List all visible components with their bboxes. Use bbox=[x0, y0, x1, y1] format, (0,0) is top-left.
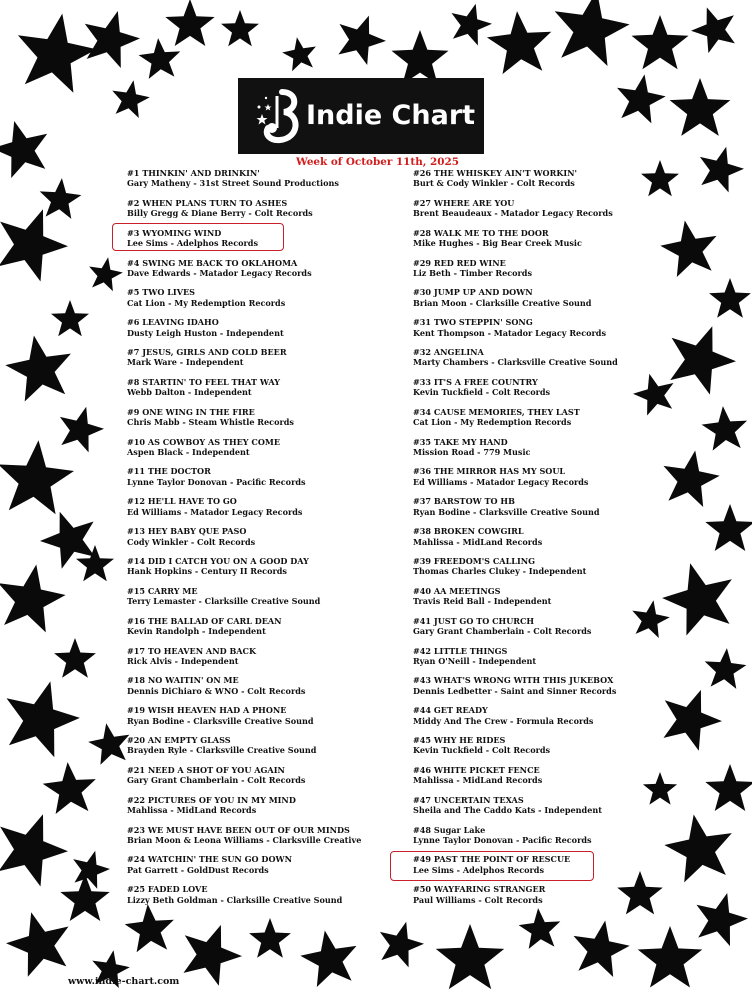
artist-label: Chris Mabb - Steam Whistle Records bbox=[127, 417, 294, 428]
artist-label: Paul Williams - Colt Records bbox=[413, 894, 543, 905]
artist-label: Terry Lemaster - Clarksille Creative Sound bbox=[127, 596, 321, 607]
artist-label: Cat Lion - My Redemption Records bbox=[413, 417, 572, 428]
star-icon bbox=[0, 440, 74, 514]
artist-label: Hank Hopkins - Century II Records bbox=[127, 566, 287, 577]
star-icon bbox=[632, 15, 689, 69]
indie-chart-logo bbox=[238, 78, 484, 154]
chart-entry bbox=[127, 437, 417, 467]
star-icon bbox=[380, 922, 424, 968]
artist-label: Kent Thompson - Matador Legacy Records bbox=[413, 327, 607, 338]
artist-label: Cody Winkler - Colt Records bbox=[127, 536, 256, 547]
artist-label: Mahlissa - MidLand Records bbox=[413, 536, 543, 547]
artist-label: Marty Chambers - Clarksville Creative Sound bbox=[413, 357, 618, 368]
song-title: #12 HE'LL HAVE TO GO bbox=[127, 496, 237, 507]
star-icon bbox=[638, 926, 703, 988]
chart-entry bbox=[127, 556, 417, 586]
star-icon bbox=[338, 16, 386, 65]
artist-label: Lee Sims - Adelphos Records bbox=[127, 238, 259, 249]
song-title: #41 JUST GO TO CHURCH bbox=[413, 615, 535, 626]
chart-entry bbox=[127, 735, 417, 765]
song-title: #14 DID I CATCH YOU ON A GOOD DAY bbox=[127, 555, 309, 566]
star-icon bbox=[40, 178, 82, 219]
song-title: #2 WHEN PLANS TURN TO ASHES bbox=[127, 197, 288, 208]
chart-entry bbox=[413, 496, 703, 526]
chart-entry bbox=[127, 884, 417, 914]
song-title: #33 IT'S A FREE COUNTRY bbox=[413, 376, 538, 387]
chart-entry bbox=[413, 556, 703, 586]
artist-label: Pat Garrett - GoldDust Records bbox=[127, 864, 269, 875]
artist-label: Webb Dalton - Independent bbox=[127, 387, 252, 398]
highlight-box-rank-3 bbox=[112, 223, 284, 251]
artist-label: Ryan O'Neill - Independent bbox=[413, 655, 537, 666]
song-title: #28 WALK ME TO THE DOOR bbox=[413, 227, 549, 238]
star-icon bbox=[519, 908, 561, 949]
star-icon bbox=[43, 762, 96, 814]
song-title: #15 CARRY ME bbox=[127, 585, 198, 596]
artist-label: Mahlissa - MidLand Records bbox=[413, 775, 543, 786]
chart-entry bbox=[413, 765, 703, 795]
song-title: #18 NO WAITIN' ON ME bbox=[127, 675, 239, 686]
song-title: #50 WAYFARING STRANGER bbox=[413, 884, 546, 895]
artist-label: Ryan Bodine - Clarksville Creative Sound bbox=[127, 715, 314, 726]
song-title: #26 THE WHISKEY AIN'T WORKIN' bbox=[413, 168, 578, 178]
star-icon bbox=[249, 918, 291, 958]
chart-entry bbox=[127, 347, 417, 377]
chart-entry bbox=[413, 884, 703, 914]
artist-label: Mahlissa - MidLand Records bbox=[127, 805, 257, 816]
chart-entry bbox=[413, 258, 703, 288]
song-title: #3 WYOMING WIND bbox=[127, 227, 222, 238]
song-title: #23 WE MUST HAVE BEEN OUT OF OUR MINDS bbox=[127, 824, 350, 835]
song-title: #17 TO HEAVEN AND BACK bbox=[127, 645, 257, 656]
artist-label: Liz Beth - Timber Records bbox=[413, 267, 533, 278]
song-title: #29 RED RED WINE bbox=[413, 257, 506, 268]
chart-entry bbox=[127, 616, 417, 646]
chart-entry bbox=[127, 466, 417, 496]
website-url: www.indie-chart.com bbox=[68, 976, 180, 987]
music-note-logo-icon bbox=[246, 78, 310, 154]
song-title: #20 AN EMPTY GLASS bbox=[127, 735, 231, 746]
chart-entry bbox=[413, 377, 703, 407]
artist-label: Brent Beaudeaux - Matador Legacy Records bbox=[413, 208, 613, 219]
chart-column-left bbox=[127, 168, 417, 914]
star-icon bbox=[88, 723, 129, 765]
chart-entry bbox=[413, 198, 703, 228]
song-title: #49 PAST THE POINT OF RESCUE bbox=[413, 854, 571, 865]
star-icon bbox=[617, 74, 666, 123]
artist-label: Burt & Cody Winkler - Colt Records bbox=[413, 178, 575, 189]
artist-label: Dennis DiChiaro & WNO - Colt Records bbox=[127, 685, 306, 696]
song-title: #21 NEED A SHOT OF YOU AGAIN bbox=[127, 764, 285, 775]
song-title: #16 THE BALLAD OF CARL DEAN bbox=[127, 615, 282, 626]
artist-label: Thomas Charles Clukey - Independent bbox=[413, 566, 587, 577]
star-icon bbox=[73, 851, 110, 889]
chart-entry bbox=[127, 675, 417, 705]
chart-entry bbox=[127, 496, 417, 526]
song-title: #46 WHITE PICKET FENCE bbox=[413, 764, 540, 775]
song-title: #5 TWO LIVES bbox=[127, 287, 195, 298]
song-title: #9 ONE WING IN THE FIRE bbox=[127, 406, 255, 417]
chart-entry bbox=[413, 437, 703, 467]
song-title: #37 BARSTOW TO HB bbox=[413, 496, 515, 507]
artist-label: Sheila and The Caddo Kats - Independent bbox=[413, 805, 602, 816]
chart-entry bbox=[413, 168, 703, 198]
artist-label: Mike Hughes - Big Bear Creek Music bbox=[413, 238, 582, 249]
star-icon bbox=[6, 912, 69, 977]
song-title: #19 WISH HEAVEN HAD A PHONE bbox=[127, 705, 287, 716]
chart-entry bbox=[127, 795, 417, 825]
song-title: #22 PICTURES OF YOU IN MY MIND bbox=[127, 794, 296, 805]
star-icon bbox=[0, 121, 47, 178]
logo-title: Indie Chart bbox=[306, 100, 476, 131]
star-icon bbox=[555, 0, 630, 66]
chart-entry bbox=[413, 825, 703, 855]
star-icon bbox=[697, 893, 749, 946]
chart-entry bbox=[127, 526, 417, 556]
chart-column-right bbox=[413, 168, 703, 914]
artist-label: Brayden Ryle - Clarksville Creative Sound bbox=[127, 745, 317, 756]
star-icon bbox=[165, 0, 214, 46]
star-icon bbox=[705, 648, 747, 689]
artist-label: Middy And The Crew - Formula Records bbox=[413, 715, 594, 726]
star-icon bbox=[60, 874, 109, 921]
star-icon bbox=[139, 38, 181, 79]
song-title: #8 STARTIN' TO FEEL THAT WAY bbox=[127, 376, 281, 387]
artist-label: Ryan Bodine - Clarksville Creative Sound bbox=[413, 506, 600, 517]
star-icon bbox=[184, 925, 243, 986]
star-icon bbox=[452, 4, 493, 46]
highlight-box-rank-49 bbox=[390, 851, 594, 881]
star-icon bbox=[705, 764, 752, 811]
chart-entry bbox=[413, 795, 703, 825]
song-title: #42 LITTLE THINGS bbox=[413, 645, 508, 656]
song-title: #47 UNCERTAIN TEXAS bbox=[413, 794, 524, 805]
chart-entry bbox=[413, 287, 703, 317]
song-title: #6 LEAVING IDAHO bbox=[127, 317, 219, 328]
artist-label: Ed Williams - Matador Legacy Records bbox=[413, 476, 589, 487]
song-title: #45 WHY HE RIDES bbox=[413, 735, 506, 746]
song-title: #11 THE DOCTOR bbox=[127, 466, 211, 477]
artist-label: Kevin Tuckfield - Colt Records bbox=[413, 387, 551, 398]
song-title: #7 JESUS, GIRLS AND COLD BEER bbox=[127, 347, 287, 358]
chart-entry bbox=[127, 854, 417, 884]
artist-label: Travis Reid Ball - Independent bbox=[413, 596, 552, 607]
artist-label: Lizzy Beth Goldman - Clarksille Creative Sound bbox=[127, 894, 343, 905]
star-icon bbox=[705, 504, 752, 551]
star-icon bbox=[436, 924, 504, 989]
chart-entry bbox=[127, 825, 417, 855]
chart-entry bbox=[127, 258, 417, 288]
artist-label: Gary Grant Chamberlain - Colt Records bbox=[413, 626, 592, 637]
chart-entry bbox=[413, 347, 703, 377]
song-title: #24 WATCHIN' THE SUN GO DOWN bbox=[127, 854, 292, 865]
star-icon bbox=[0, 565, 66, 633]
artist-label: Dennis Ledbetter - Saint and Sinner Records bbox=[413, 685, 617, 696]
song-title: #27 WHERE ARE YOU bbox=[413, 197, 515, 208]
song-title: #43 WHAT'S WRONG WITH THIS JUKEBOX bbox=[413, 675, 614, 686]
chart-entry bbox=[413, 675, 703, 705]
star-icon bbox=[89, 257, 123, 291]
song-title: #32 ANGELINA bbox=[413, 347, 484, 358]
song-title: #38 BROKEN COWGIRL bbox=[413, 526, 524, 537]
song-title: #31 TWO STEPPIN' SONG bbox=[413, 317, 533, 328]
chart-entry bbox=[413, 407, 703, 437]
song-title: #36 THE MIRROR HAS MY SOUL bbox=[413, 466, 566, 477]
song-title: #4 SWING ME BACK TO OKLAHOMA bbox=[127, 257, 298, 268]
artist-label: Dave Edwards - Matador Legacy Records bbox=[127, 267, 312, 278]
artist-label: Aspen Black - Independent bbox=[127, 447, 250, 457]
star-icon bbox=[51, 300, 89, 336]
star-icon bbox=[691, 7, 735, 53]
artist-label: Lynne Taylor Donovan - Pacific Records bbox=[127, 476, 306, 487]
song-title: #10 AS COWBOY AS THEY COME bbox=[127, 436, 281, 447]
song-title: #40 AA MEETINGS bbox=[413, 585, 501, 596]
artist-label: Cat Lion - My Redemption Records bbox=[127, 297, 286, 308]
song-title: #48 Sugar Lake bbox=[413, 824, 486, 835]
chart-entry bbox=[127, 586, 417, 616]
chart-entry bbox=[127, 646, 417, 676]
star-icon bbox=[282, 37, 316, 71]
chart-entry bbox=[127, 705, 417, 735]
star-icon bbox=[670, 78, 731, 136]
star-icon bbox=[0, 814, 68, 886]
chart-entry bbox=[413, 228, 703, 258]
star-icon bbox=[18, 14, 97, 93]
song-title: #39 FREEDOM'S CALLING bbox=[413, 555, 536, 566]
artist-label: Billy Gregg & Diane Berry - Colt Records bbox=[127, 208, 313, 219]
chart-entry bbox=[413, 705, 703, 735]
star-icon bbox=[300, 931, 356, 988]
chart-entry bbox=[127, 765, 417, 795]
chart-entry bbox=[413, 466, 703, 496]
star-icon bbox=[487, 11, 551, 74]
week-date-heading: Week of October 11th, 2025 bbox=[296, 156, 459, 168]
artist-label: Brian Moon & Leona Williams - Clarksville Creative bbox=[127, 834, 362, 845]
song-title: #44 GET READY bbox=[413, 705, 488, 716]
star-icon bbox=[5, 336, 71, 402]
chart-entry bbox=[413, 646, 703, 676]
song-title: #13 HEY BABY QUE PASO bbox=[127, 526, 247, 537]
star-icon bbox=[0, 209, 68, 281]
star-icon bbox=[700, 147, 744, 193]
star-icon bbox=[709, 278, 751, 318]
artist-label: Rick Alvis - Independent bbox=[127, 655, 239, 666]
star-icon bbox=[702, 406, 748, 451]
chart-entry bbox=[127, 168, 417, 198]
star-icon bbox=[7, 681, 80, 757]
artist-label: Ed Williams - Matador Legacy Records bbox=[127, 506, 303, 517]
song-title: #34 CAUSE MEMORIES, THEY LAST bbox=[413, 406, 580, 417]
artist-label: Mark Ware - Independent bbox=[127, 357, 244, 368]
artist-label: Dusty Leigh Huston - Independent bbox=[127, 327, 284, 338]
artist-label: Lynne Taylor Donovan - Pacific Records bbox=[413, 834, 592, 845]
chart-entry bbox=[127, 287, 417, 317]
song-title: #25 FADED LOVE bbox=[127, 884, 208, 895]
star-icon bbox=[392, 30, 449, 84]
star-icon bbox=[221, 10, 259, 46]
chart-entry bbox=[413, 735, 703, 765]
artist-label: Brian Moon - Clarksille Creative Sound bbox=[413, 297, 592, 308]
chart-entry bbox=[127, 377, 417, 407]
song-title: #1 THINKIN' AND DRINKIN' bbox=[127, 168, 260, 178]
chart-entry bbox=[413, 526, 703, 556]
chart-entry bbox=[127, 317, 417, 347]
song-title: #35 TAKE MY HAND bbox=[413, 436, 508, 447]
artist-label: Kevin Tuckfield - Colt Records bbox=[413, 745, 551, 756]
chart-entry bbox=[127, 407, 417, 437]
artist-label: Gary Matheny - 31st Street Sound Productions bbox=[127, 178, 339, 189]
song-title: #30 JUMP UP AND DOWN bbox=[413, 287, 533, 298]
star-icon bbox=[54, 638, 96, 678]
star-icon bbox=[60, 407, 104, 453]
chart-entry bbox=[413, 616, 703, 646]
star-icon bbox=[574, 921, 630, 978]
artist-label: Lee Sims - Adelphos Records bbox=[413, 864, 545, 875]
star-icon bbox=[112, 80, 150, 118]
chart-entry bbox=[413, 586, 703, 616]
artist-label: Gary Grant Chamberlain - Colt Records bbox=[127, 775, 306, 786]
artist-label: Kevin Randolph - Independent bbox=[127, 626, 266, 637]
chart-entry bbox=[413, 317, 703, 347]
star-icon bbox=[85, 11, 140, 68]
artist-label: Mission Road - 779 Music bbox=[413, 447, 531, 457]
